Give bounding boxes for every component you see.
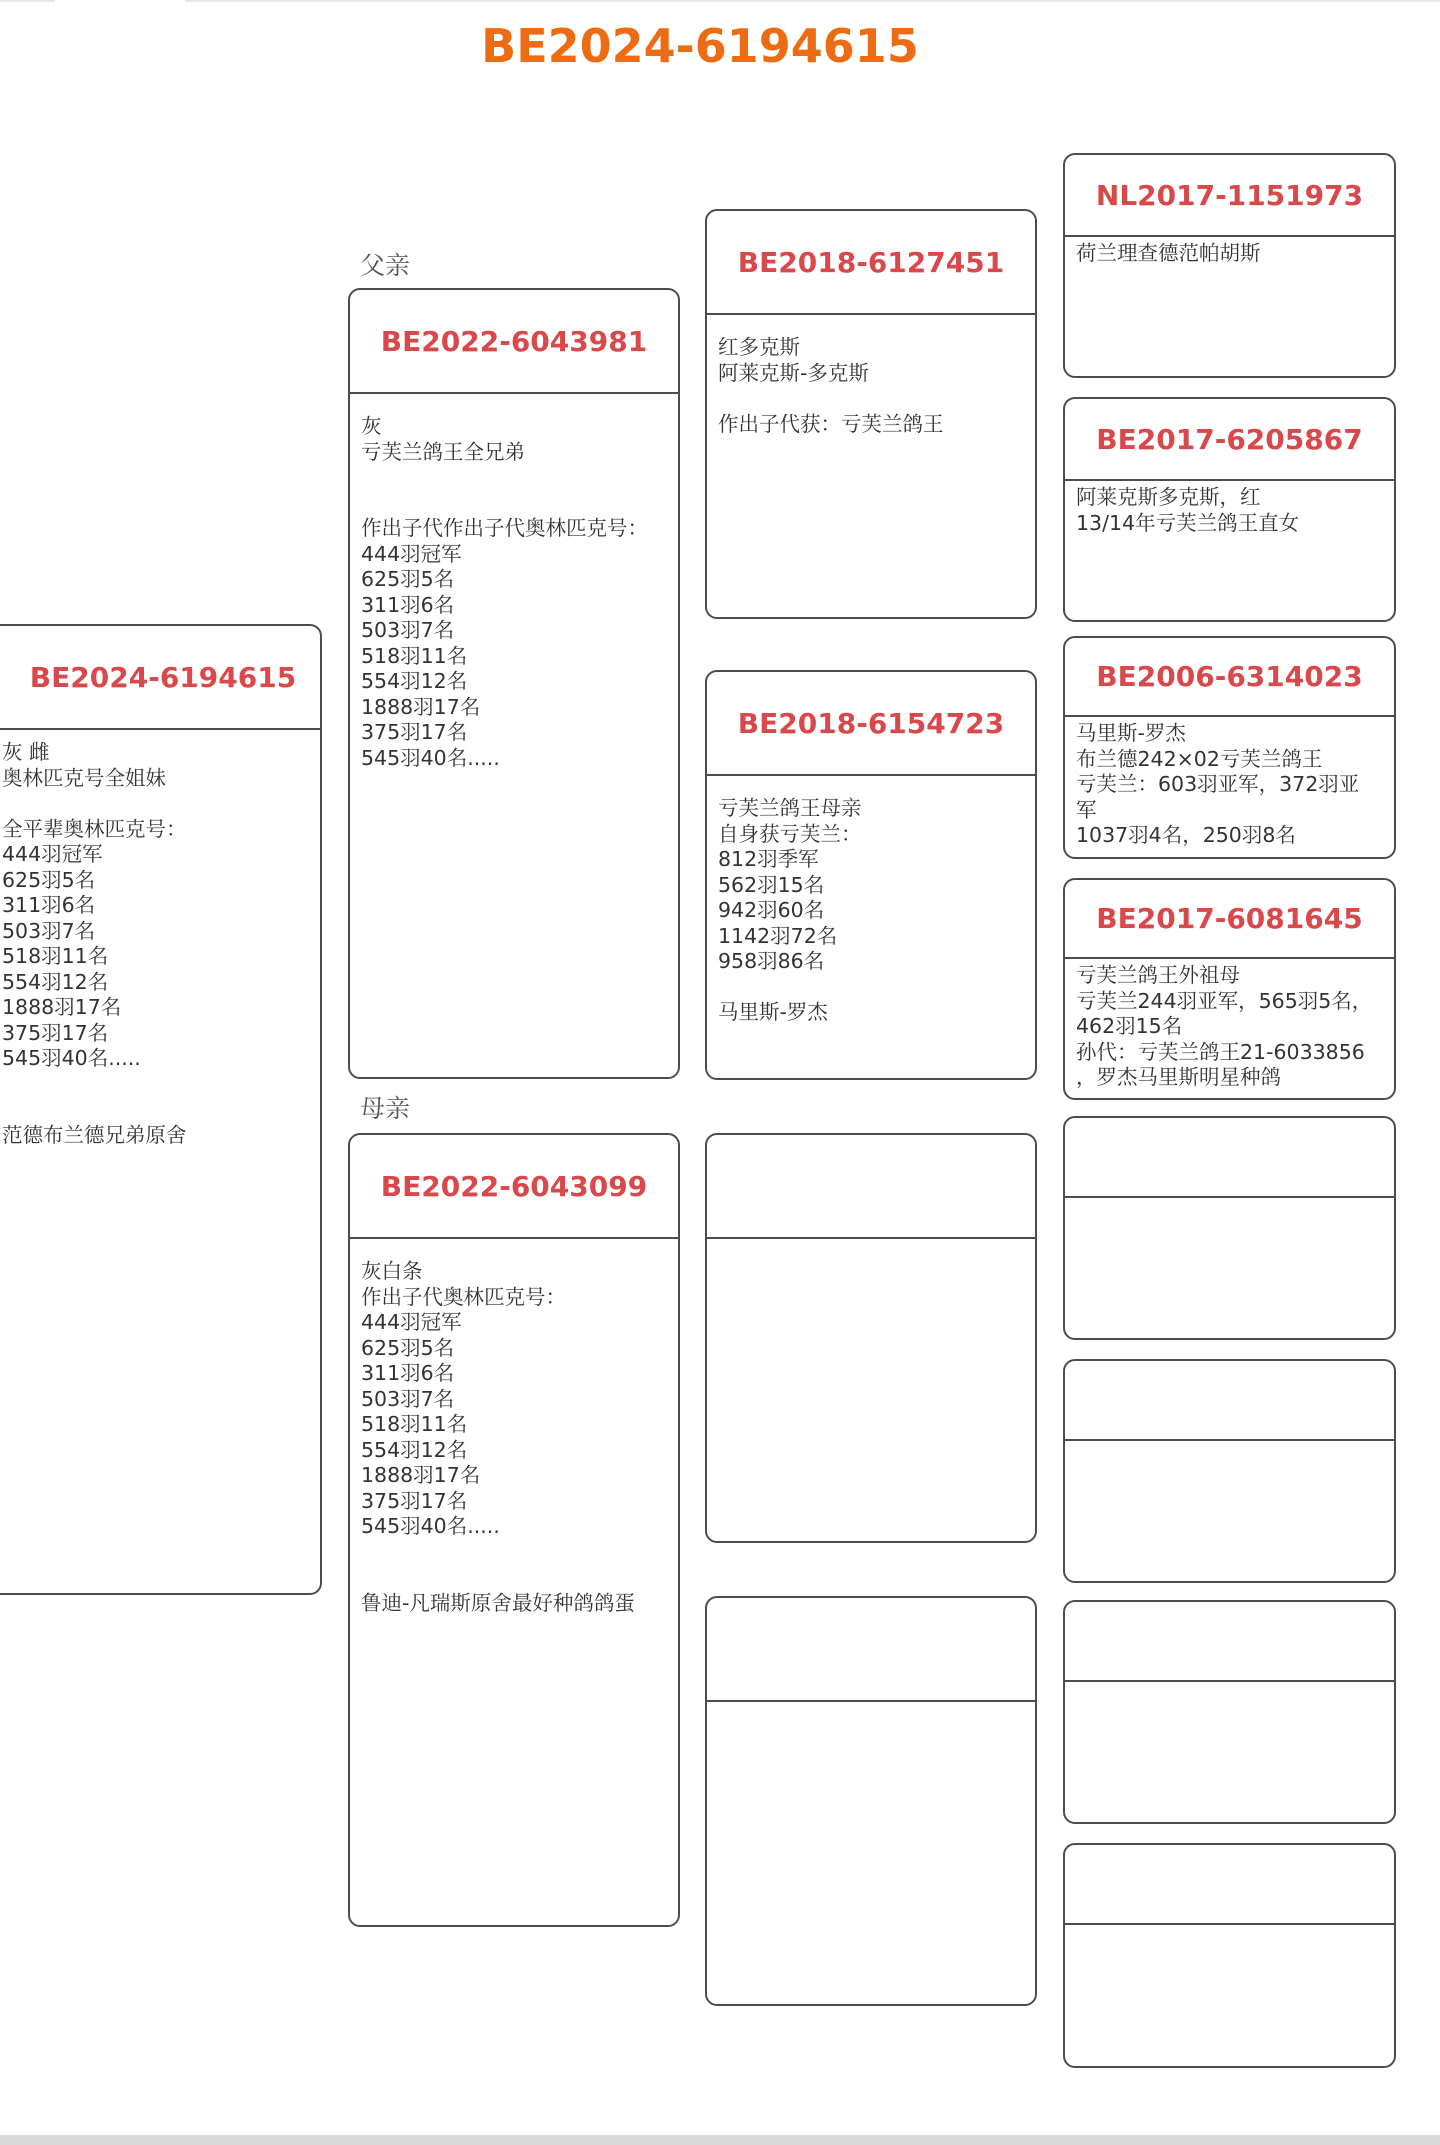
- note-line: [361, 1565, 668, 1591]
- sire-dam-card: [705, 670, 1037, 1080]
- note-line: [718, 975, 1025, 1001]
- note-line: 625羽5名: [2, 867, 96, 892]
- note-line: 311羽6名: [361, 592, 455, 617]
- note-line: 作出子代作出子代奥林匹克号：: [361, 516, 648, 540]
- note-line: 625羽5名: [361, 567, 455, 591]
- note-line: [361, 1540, 668, 1566]
- subject-notes: [0, 730, 320, 1148]
- sd-dam-ring-number: BE2017-6081645: [1065, 880, 1394, 959]
- note-line: 范德布兰德兄弟原舍: [2, 1122, 187, 1147]
- sd-dam-card: [1063, 878, 1396, 1100]
- top-edge-strip: [0, 0, 1440, 2]
- note-line: 孙代：亏芙兰鸽王21-6033856: [1076, 1039, 1365, 1064]
- note-line: 545羽40名.....: [2, 1046, 141, 1070]
- note-line: 518羽11名: [361, 643, 468, 668]
- note-line: 军: [1076, 797, 1097, 822]
- note-line: 亏芙兰鸽王外祖母: [1076, 963, 1240, 987]
- ss-sire-ring-number: NL2017-1151973: [1065, 155, 1394, 237]
- note-line: 红多克斯: [718, 335, 800, 359]
- note-line: 奥林匹克号全姐妹: [2, 765, 166, 790]
- note-line: 375羽17名: [361, 720, 468, 744]
- note-line: 灰白条: [361, 1259, 423, 1283]
- sire-sire-card: [705, 209, 1037, 619]
- note-line: 518羽11名: [2, 944, 109, 968]
- note-line: 503羽7名: [361, 618, 455, 642]
- note-line: 518羽11名: [361, 1412, 468, 1436]
- dd-dam-card: [1063, 1843, 1396, 2068]
- note-line: 545羽40名.....: [361, 745, 500, 770]
- note-line: 1142羽72名: [718, 923, 838, 948]
- note-line: 亏芙兰鸽王全兄弟: [361, 439, 525, 464]
- sire-label: 父亲: [360, 251, 411, 280]
- sire-ring-number: BE2022-6043981: [350, 290, 678, 394]
- note-line: [2, 791, 310, 817]
- bottom-edge-strip: [0, 2135, 1440, 2145]
- note-line: 545羽40名.....: [361, 1514, 500, 1538]
- dam-notes: [350, 1239, 678, 1616]
- note-line: [361, 491, 668, 517]
- note-line: 554羽12名: [361, 1437, 468, 1462]
- sire-notes: [350, 394, 678, 771]
- note-line: 灰 雌: [2, 740, 50, 764]
- ss-sire-notes: [1065, 237, 1394, 267]
- dam-ring-number: BE2022-6043099: [350, 1135, 678, 1239]
- note-line: 马里斯-罗杰: [718, 1000, 828, 1024]
- note-line: 503羽7名: [2, 918, 96, 943]
- note-line: [718, 386, 1025, 412]
- note-line: 鲁迪-凡瑞斯原舍最好种鸽鸽蛋: [361, 1590, 635, 1615]
- note-line: 503羽7名: [361, 1386, 455, 1411]
- note-line: 375羽17名: [361, 1488, 468, 1513]
- note-line: 阿莱克斯-多克斯: [718, 360, 869, 385]
- ds-sire-ring-number: [1065, 1118, 1394, 1198]
- dam-label: 母亲: [360, 1094, 411, 1123]
- note-line: 311羽6名: [361, 1361, 455, 1385]
- sire-sire-ring-number: BE2018-6127451: [707, 211, 1035, 315]
- note-line: 444羽冠军: [361, 1310, 462, 1334]
- note-line: 1888羽17名: [2, 995, 122, 1019]
- page-title: BE2024-6194615: [481, 19, 919, 73]
- sire-sire-notes: [707, 315, 1035, 437]
- note-line: 444羽冠军: [2, 842, 103, 866]
- ss-dam-card: [1063, 397, 1396, 622]
- note-line: 812羽季军: [718, 847, 819, 871]
- ss-dam-ring-number: BE2017-6205867: [1065, 399, 1394, 481]
- note-line: 444羽冠军: [361, 541, 462, 566]
- sd-sire-ring-number: BE2006-6314023: [1065, 638, 1394, 717]
- ss-dam-notes: [1065, 481, 1394, 536]
- sire-dam-notes: [707, 776, 1035, 1026]
- note-line: [2, 1072, 310, 1098]
- note-line: 625羽5名: [361, 1335, 455, 1360]
- note-line: 1037羽4名，250羽8名: [1076, 823, 1296, 847]
- note-line: 958羽86名: [718, 949, 825, 973]
- note-line: 作出子代获：亏芙兰鸽王: [718, 411, 944, 436]
- note-line: [361, 465, 668, 491]
- note-line: 亏芙兰：603羽亚军，372羽亚: [1076, 772, 1360, 796]
- note-line: 荷兰理查德范帕胡斯: [1076, 241, 1261, 265]
- note-line: 311羽6名: [2, 893, 96, 917]
- note-line: 布兰德242×02亏芙兰鸽王: [1076, 746, 1323, 771]
- note-line: 亏芙兰鸽王母亲: [718, 796, 862, 820]
- dam-sire-card: [705, 1133, 1037, 1543]
- ss-sire-card: [1063, 153, 1396, 378]
- note-line: 1888羽17名: [361, 694, 481, 719]
- sd-sire-notes: [1065, 717, 1394, 849]
- dam-sire-ring-number: [707, 1135, 1035, 1239]
- dd-dam-ring-number: [1065, 1845, 1394, 1925]
- sd-sire-card: [1063, 636, 1396, 859]
- note-line: 554羽12名: [2, 969, 109, 994]
- note-line: ，罗杰马里斯明星种鸽: [1076, 1065, 1281, 1089]
- note-line: 自身获亏芙兰：: [718, 821, 862, 846]
- note-line: 554羽12名: [361, 669, 468, 693]
- subject-card: [0, 624, 322, 1595]
- dam-dam-ring-number: [707, 1598, 1035, 1702]
- note-line: 375羽17名: [2, 1020, 109, 1045]
- note-line: 马里斯-罗杰: [1076, 721, 1186, 745]
- note-line: 阿莱克斯多克斯，红: [1076, 485, 1261, 509]
- note-line: 亏芙兰244羽亚军，565羽5名，: [1076, 988, 1373, 1013]
- note-line: 462羽15名: [1076, 1014, 1183, 1038]
- subject-ring-number: BE2024-6194615: [0, 626, 320, 730]
- ds-sire-card: [1063, 1116, 1396, 1340]
- ds-dam-ring-number: [1065, 1361, 1394, 1441]
- sire-dam-ring-number: BE2018-6154723: [707, 672, 1035, 776]
- dd-sire-card: [1063, 1600, 1396, 1824]
- dd-sire-ring-number: [1065, 1602, 1394, 1682]
- dam-card: [348, 1133, 680, 1927]
- top-edge-gap: [55, 0, 185, 2]
- note-line: 942羽60名: [718, 898, 825, 922]
- note-line: 灰: [361, 414, 382, 438]
- note-line: 作出子代奥林匹克号：: [361, 1284, 566, 1309]
- note-line: 1888羽17名: [361, 1463, 481, 1487]
- note-line: 13/14年亏芙兰鸽王直女: [1076, 510, 1300, 535]
- note-line: 562羽15名: [718, 872, 825, 897]
- dam-dam-card: [705, 1596, 1037, 2006]
- note-line: [2, 1097, 310, 1123]
- ds-dam-card: [1063, 1359, 1396, 1583]
- sd-dam-notes: [1065, 959, 1394, 1091]
- note-line: 全平辈奥林匹克号：: [2, 816, 187, 841]
- sire-card: [348, 288, 680, 1079]
